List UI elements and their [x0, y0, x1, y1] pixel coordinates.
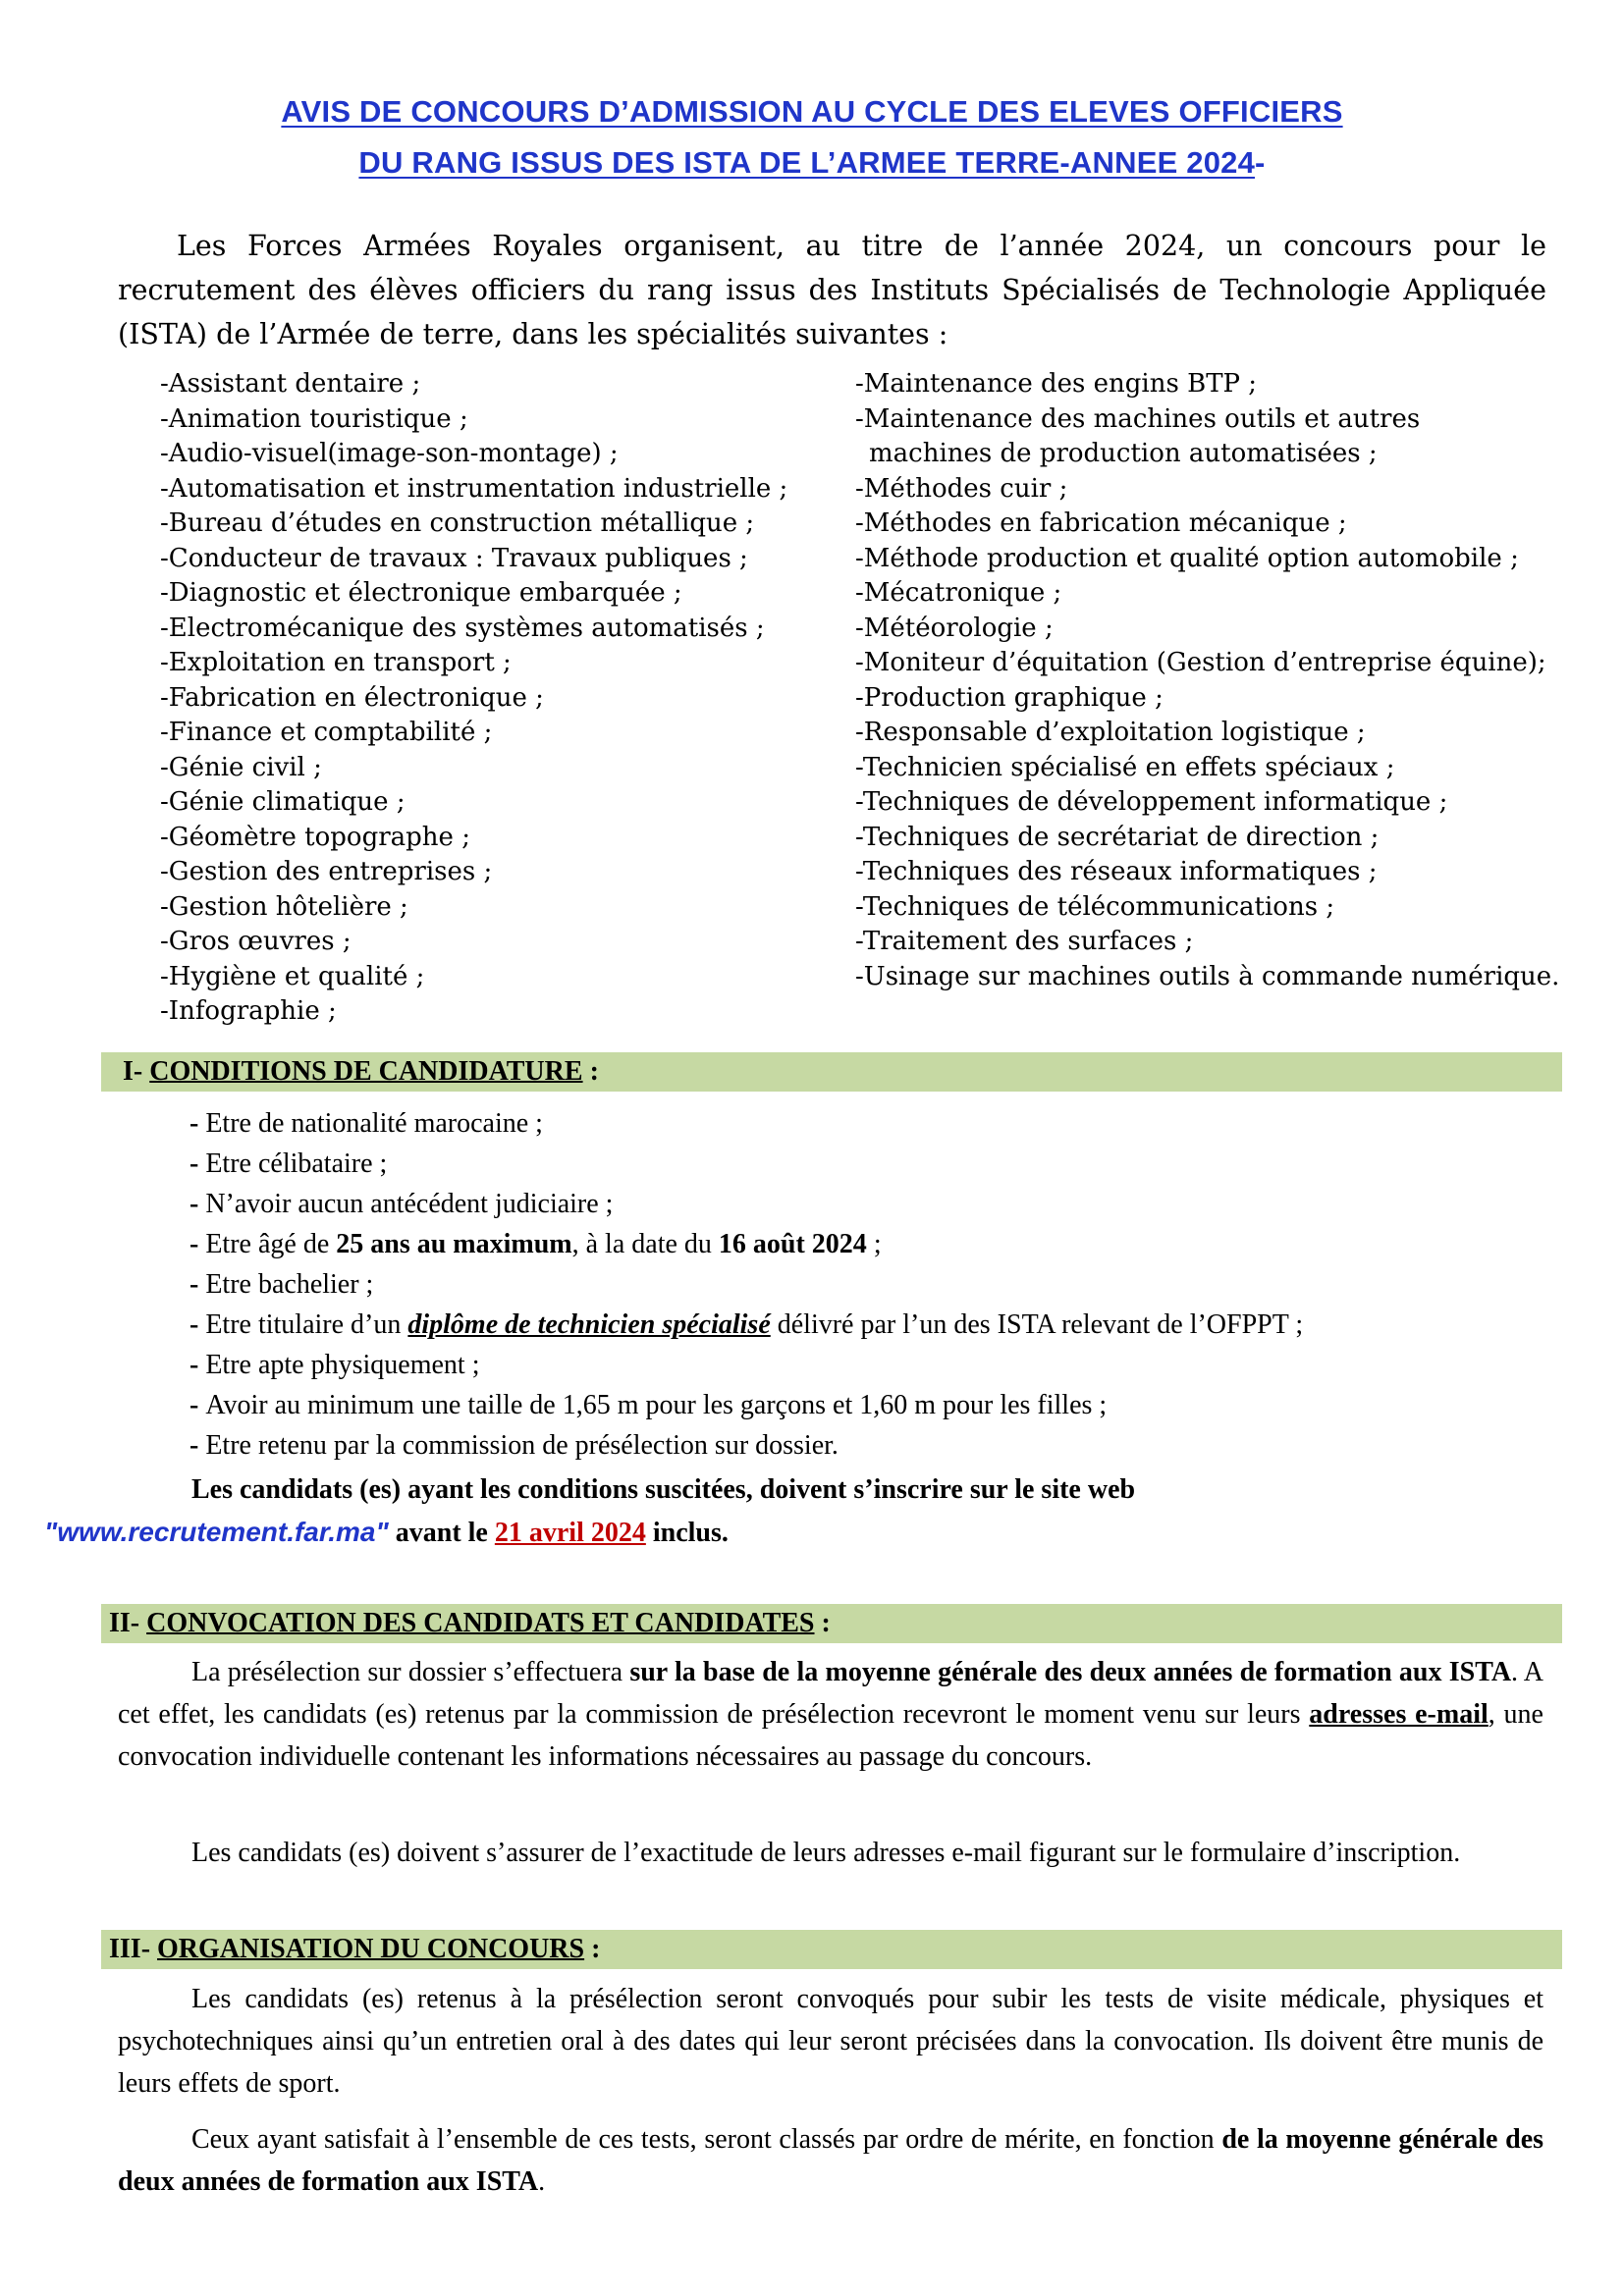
section-1-number: I-: [123, 1056, 150, 1087]
section-3-colon: :: [584, 1934, 601, 1964]
section-3-number: III-: [109, 1934, 158, 1964]
para-bold-text: sur la base de la moyenne générale des deux années de formation aux ISTA: [629, 1657, 1512, 1687]
title-line-2-text: DU RANG ISSUS DES ISTA DE L’ARMEE TERRE-ANNEE 2024: [358, 145, 1256, 180]
specialty-item: - Génie civil ;: [160, 751, 787, 786]
condition-item: - Etre âgé de 25 ans au maximum, à la date du 16 août 2024 ;: [189, 1229, 882, 1259]
condition-item: - N’avoir aucun antécédent judiciaire ;: [189, 1189, 614, 1219]
specialty-item: - Techniques de développement informatique ;: [855, 785, 1559, 821]
condition-age-date: 16 août 2024: [718, 1229, 867, 1259]
condition-item: - Etre retenu par la commission de présélection sur dossier.: [189, 1430, 839, 1461]
specialty-item: - Techniques des réseaux informatiques ;: [855, 855, 1559, 890]
specialty-item: - Diagnostic et électronique embarquée ;: [160, 576, 787, 612]
specialty-item: - Electromécanique des systèmes automatisés ;: [160, 612, 787, 647]
section-2-number: II-: [109, 1608, 147, 1638]
para-text: . A cet effet, les candidats (es) retenus par la commission de présélection recevront le moment venu sur leurs: [118, 1657, 1543, 1730]
section-1-colon: :: [582, 1056, 599, 1087]
condition-diploma: diplôme de technicien spécialisé: [407, 1309, 771, 1340]
condition-text: Etre célibataire ;: [205, 1148, 388, 1179]
section-1-header: [123, 1052, 599, 1092]
condition-item: - Avoir au minimum une taille de 1,65 m pour les garçons et 1,60 m pour les filles ;: [189, 1390, 1108, 1420]
condition-text: Etre âgé de: [205, 1229, 337, 1259]
specialty-item: - Usinage sur machines outils à commande numérique.: [855, 960, 1559, 995]
condition-age-limit: 25 ans au maximum: [336, 1229, 572, 1259]
inscription-text: avant le: [388, 1518, 495, 1548]
condition-text: délivré par l’un des ISTA relevant de l’OFPPT ;: [770, 1309, 1304, 1340]
condition-item: - Etre titulaire d’un diplôme de technicien spécialisé délivré par l’un des ISTA relevant de l’OFPPT ;: [189, 1309, 1304, 1340]
condition-text: Etre apte physiquement ;: [205, 1350, 480, 1380]
specialty-item: - Finance et comptabilité ;: [160, 716, 787, 751]
specialty-item: - Audio-visuel(image-son-montage) ;: [160, 437, 787, 472]
condition-text: Etre titulaire d’un: [205, 1309, 408, 1340]
specialty-item: - Méthode production et qualité option automobile ;: [855, 542, 1559, 577]
specialty-item: - Bureau d’études en construction métallique ;: [160, 507, 787, 542]
inscription-text: inclus.: [645, 1518, 729, 1548]
specialty-item: - Conducteur de travaux : Travaux publiques ;: [160, 542, 787, 577]
specialty-item: - Méthodes en fabrication mécanique ;: [855, 507, 1559, 542]
deadline-date: 21 avril 2024: [494, 1518, 646, 1548]
specialty-item: - Assistant dentaire ;: [160, 367, 787, 402]
website-link[interactable]: "www.recrutement.far.ma": [44, 1517, 389, 1547]
para-text: .: [538, 2166, 546, 2197]
specialty-item: - Moniteur d’équitation (Gestion d’entreprise équine);: [855, 646, 1559, 681]
specialty-item: - Automatisation et instrumentation industrielle ;: [160, 472, 787, 507]
section-3-title: ORGANISATION DU CONCOURS: [157, 1934, 585, 1964]
section-2-colon: :: [814, 1608, 831, 1638]
condition-item: - Etre célibataire ;: [189, 1148, 388, 1179]
title-line-1: [0, 94, 1624, 130]
inscription-text: Les candidats (es) ayant les conditions suscitées, doivent s’inscrire sur le site web: [191, 1474, 1136, 1505]
specialties-left-list: [160, 367, 787, 1030]
condition-text: Etre bachelier ;: [205, 1269, 374, 1300]
condition-item: - Etre apte physiquement ;: [189, 1350, 480, 1380]
condition-text: Avoir au minimum une taille de 1,65 m pour les garçons et 1,60 m pour les filles ;: [205, 1390, 1108, 1420]
intro-paragraph: Les Forces Armées Royales organisent, au titre de l’année 2024, un concours pour le recrutement des élèves officiers du rang issus des Instituts Spécialisés de Technologie Appliquée (ISTA) de l’Armée de terre, dans les spécialités suivantes :: [118, 230, 1546, 350]
specialty-item: - Techniques de télécommunications ;: [855, 890, 1559, 926]
para-text: La présélection sur dossier s’effectuera: [191, 1657, 630, 1687]
specialty-item: - Responsable d’exploitation logistique ;: [855, 716, 1559, 751]
specialty-item: - Exploitation en transport ;: [160, 646, 787, 681]
specialty-item: - Géomètre topographe ;: [160, 821, 787, 856]
condition-text: ;: [866, 1229, 882, 1259]
specialty-item: - Production graphique ;: [855, 681, 1559, 717]
specialty-item: - Techniques de secrétariat de direction ;: [855, 821, 1559, 856]
title-line-1-text: AVIS DE CONCOURS D’ADMISSION AU CYCLE DES ELEVES OFFICIERS: [281, 94, 1343, 129]
title-line-2: [0, 145, 1624, 181]
specialties-right-list: [855, 367, 1559, 994]
para-bold-text: de la moyenne générale des deux années de formation aux ISTA: [118, 2124, 1544, 2197]
specialty-item: - Maintenance des engins BTP ;: [855, 367, 1559, 402]
section-2-title: CONVOCATION DES CANDIDATS ET CANDIDATES: [146, 1608, 815, 1638]
para-text: , une convocation individuelle contenant les informations nécessaires au passage du concours.: [118, 1699, 1543, 1772]
condition-text: Etre de nationalité marocaine ;: [205, 1108, 543, 1139]
specialty-item: - Gestion hôtelière ;: [160, 890, 787, 926]
section-3-header: [109, 1930, 600, 1969]
convocation-paragraph-2: Les candidats (es) doivent s’assurer de l’exactitude de leurs adresses e-mail figurant sur le formulaire d’inscription.: [191, 1838, 1461, 1868]
specialty-item: - Génie climatique ;: [160, 785, 787, 821]
section-1-title: CONDITIONS DE CANDIDATURE: [149, 1056, 583, 1087]
condition-text: , à la date du: [571, 1229, 719, 1259]
email-emphasis: adresses e-mail: [1309, 1699, 1489, 1730]
condition-text: Etre retenu par la commission de présélection sur dossier.: [205, 1430, 839, 1461]
specialty-item: - Météorologie ;: [855, 612, 1559, 647]
condition-item: - Etre bachelier ;: [189, 1269, 374, 1300]
para-text: Ceux ayant satisfait à l’ensemble de ces tests, seront classés par ordre de mérite, en fonction: [191, 2124, 1222, 2155]
specialty-item: - Infographie ;: [160, 994, 787, 1030]
specialty-item: - Mécatronique ;: [855, 576, 1559, 612]
specialty-item: - Hygiène et qualité ;: [160, 960, 787, 995]
specialty-item: - Maintenance des machines outils et autres: [855, 402, 1559, 438]
specialty-item: - Gros œuvres ;: [160, 925, 787, 960]
specialty-item: machines de production automatisées ;: [869, 439, 1378, 468]
specialty-item: - Gestion des entreprises ;: [160, 855, 787, 890]
specialty-item: - Fabrication en électronique ;: [160, 681, 787, 717]
inscription-paragraph: [44, 1468, 1543, 1554]
organisation-paragraph-1: Les candidats (es) retenus à la présélection seront convoqués pour subir les tests de visite médicale, physiques et psychotechniques ainsi qu’un entretien oral à des dates qui leur seront précisées dans la convocation. Ils doivent être munis de leurs effets de sport.: [118, 1984, 1543, 2099]
condition-text: N’avoir aucun antécédent judiciaire ;: [205, 1189, 614, 1219]
condition-item: - Etre de nationalité marocaine ;: [189, 1108, 543, 1139]
specialty-item: - Traitement des surfaces ;: [855, 925, 1559, 960]
section-2-header: [109, 1604, 831, 1643]
convocation-paragraph-1: [118, 1651, 1543, 1778]
conditions-list: [189, 1103, 1303, 1466]
specialty-item: - Technicien spécialisé en effets spéciaux ;: [855, 751, 1559, 786]
organisation-paragraph-2: [118, 2118, 1543, 2203]
title-line-2-suffix: -: [1255, 145, 1266, 180]
specialty-item: - Méthodes cuir ;: [855, 472, 1559, 507]
specialty-item: - Animation touristique ;: [160, 402, 787, 438]
